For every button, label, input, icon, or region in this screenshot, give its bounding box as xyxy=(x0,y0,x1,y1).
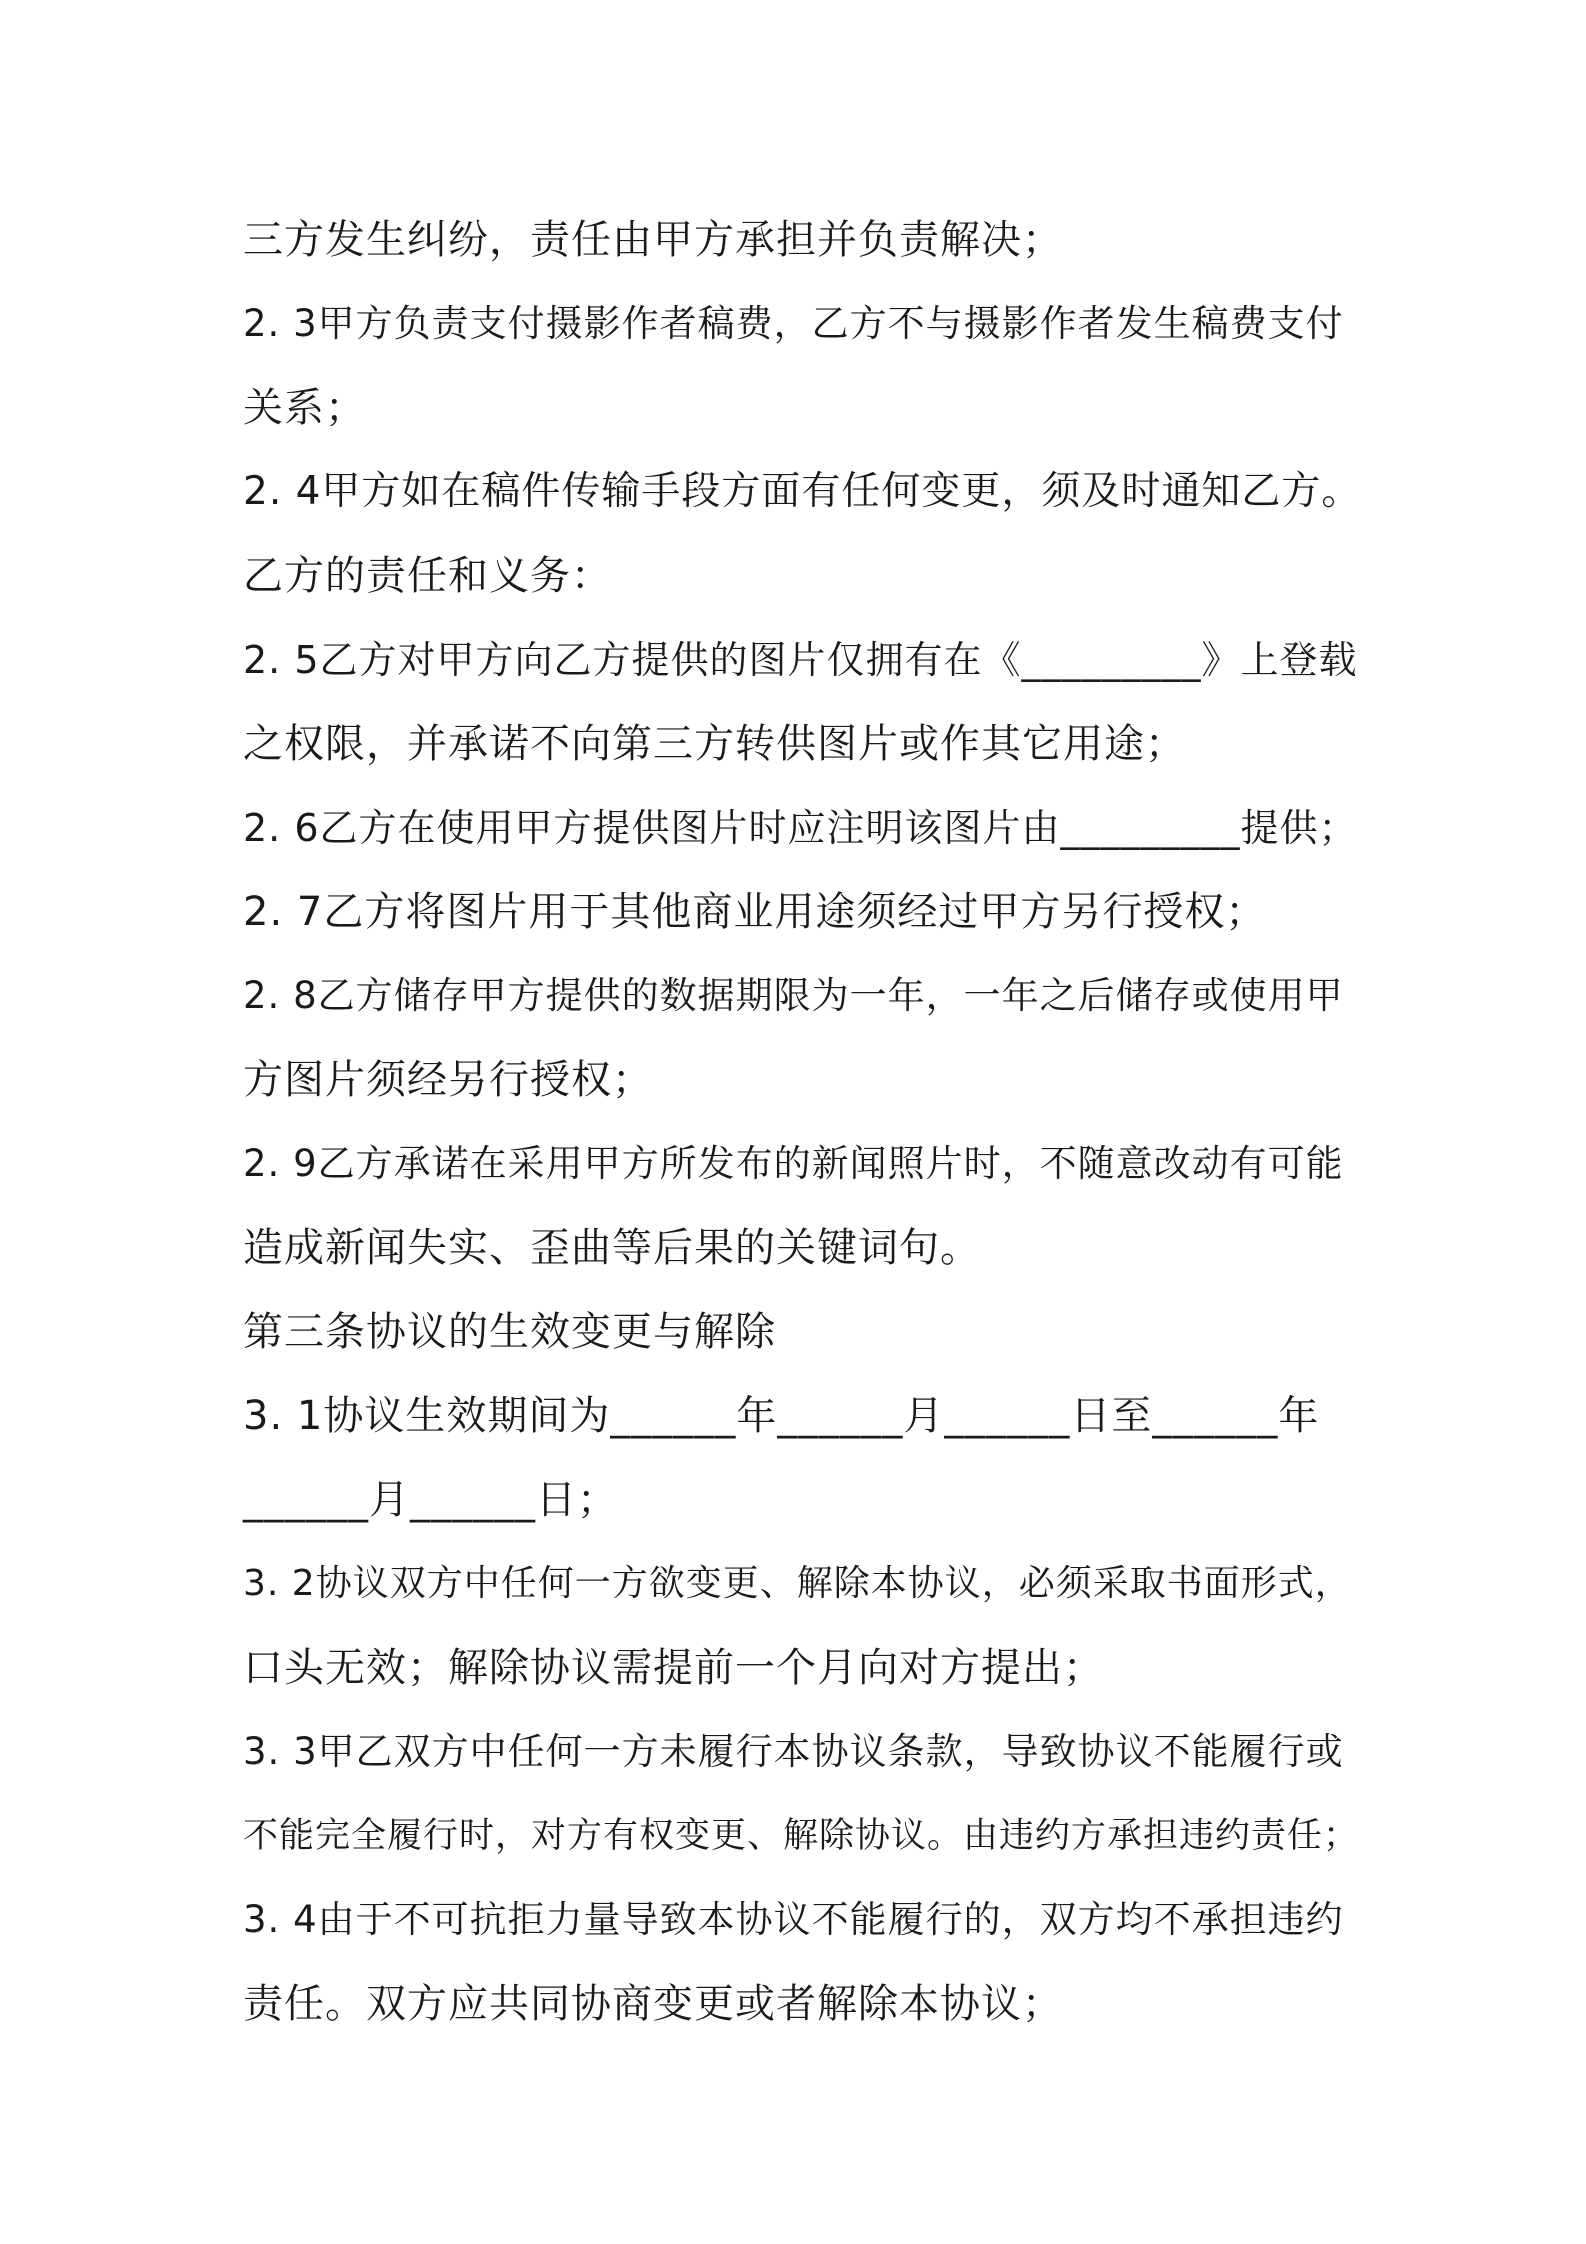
text-line: 2. 5乙方对甲方向乙方提供的图片仅拥有在《_________》上登载 xyxy=(243,638,1358,682)
text-line: 2. 4甲方如在稿件传输手段方面有任何变更，须及时通知乙方。 xyxy=(243,469,1362,514)
document-body xyxy=(243,198,1363,2046)
text-line: 2. 6乙方在使用甲方提供图片时应注明该图片由_________提供； xyxy=(243,806,1358,850)
text-line: 口头无效；解除协议需提前一个月向对方提出； xyxy=(243,1645,1104,1691)
text-line: 造成新闻失实、歪曲等后果的关键词句。 xyxy=(243,1225,981,1271)
section-heading: 乙方的责任和义务： xyxy=(243,553,612,599)
text-line: 关系； xyxy=(243,385,366,431)
text-line: 3. 4由于不可抗拒力量导致本协议不能履行的，双方均不承担违约 xyxy=(243,1898,1344,1941)
text-line: 三方发生纠纷，责任由甲方承担并负责解决； xyxy=(243,217,1063,263)
text-line: 责任。双方应共同协商变更或者解除本协议； xyxy=(243,1981,1063,2027)
text-line: 2. 9乙方承诺在采用甲方所发布的新闻照片时，不随意改动有可能 xyxy=(243,1142,1344,1185)
text-line: 之权限，并承诺不向第三方转供图片或作其它用途； xyxy=(243,721,1186,767)
text-line: 3. 1协议生效期间为______年______月______日至______年 xyxy=(243,1393,1320,1439)
text-line: ______月______日； xyxy=(243,1477,618,1523)
text-line: 2. 8乙方储存甲方提供的数据期限为一年，一年之后储存或使用甲 xyxy=(243,974,1344,1017)
text-line: 2. 7乙方将图片用于其他商业用途须经过甲方另行授权； xyxy=(243,889,1267,935)
text-line: 3. 3甲乙双方中任何一方未履行本协议条款，导致协议不能履行或 xyxy=(243,1730,1344,1773)
text-line: 方图片须经另行授权； xyxy=(243,1057,653,1103)
text-line: 2. 3甲方负责支付摄影作者稿费，乙方不与摄影作者发生稿费支付 xyxy=(243,302,1344,345)
text-line: 3. 2协议双方中任何一方欲变更、解除本协议，必须采取书面形式， xyxy=(243,1563,1352,1604)
section-heading: 第三条协议的生效变更与解除 xyxy=(243,1309,776,1355)
text-line: 不能完全履行时，对方有权变更、解除协议。由违约方承担违约责任； xyxy=(243,1816,1360,1856)
